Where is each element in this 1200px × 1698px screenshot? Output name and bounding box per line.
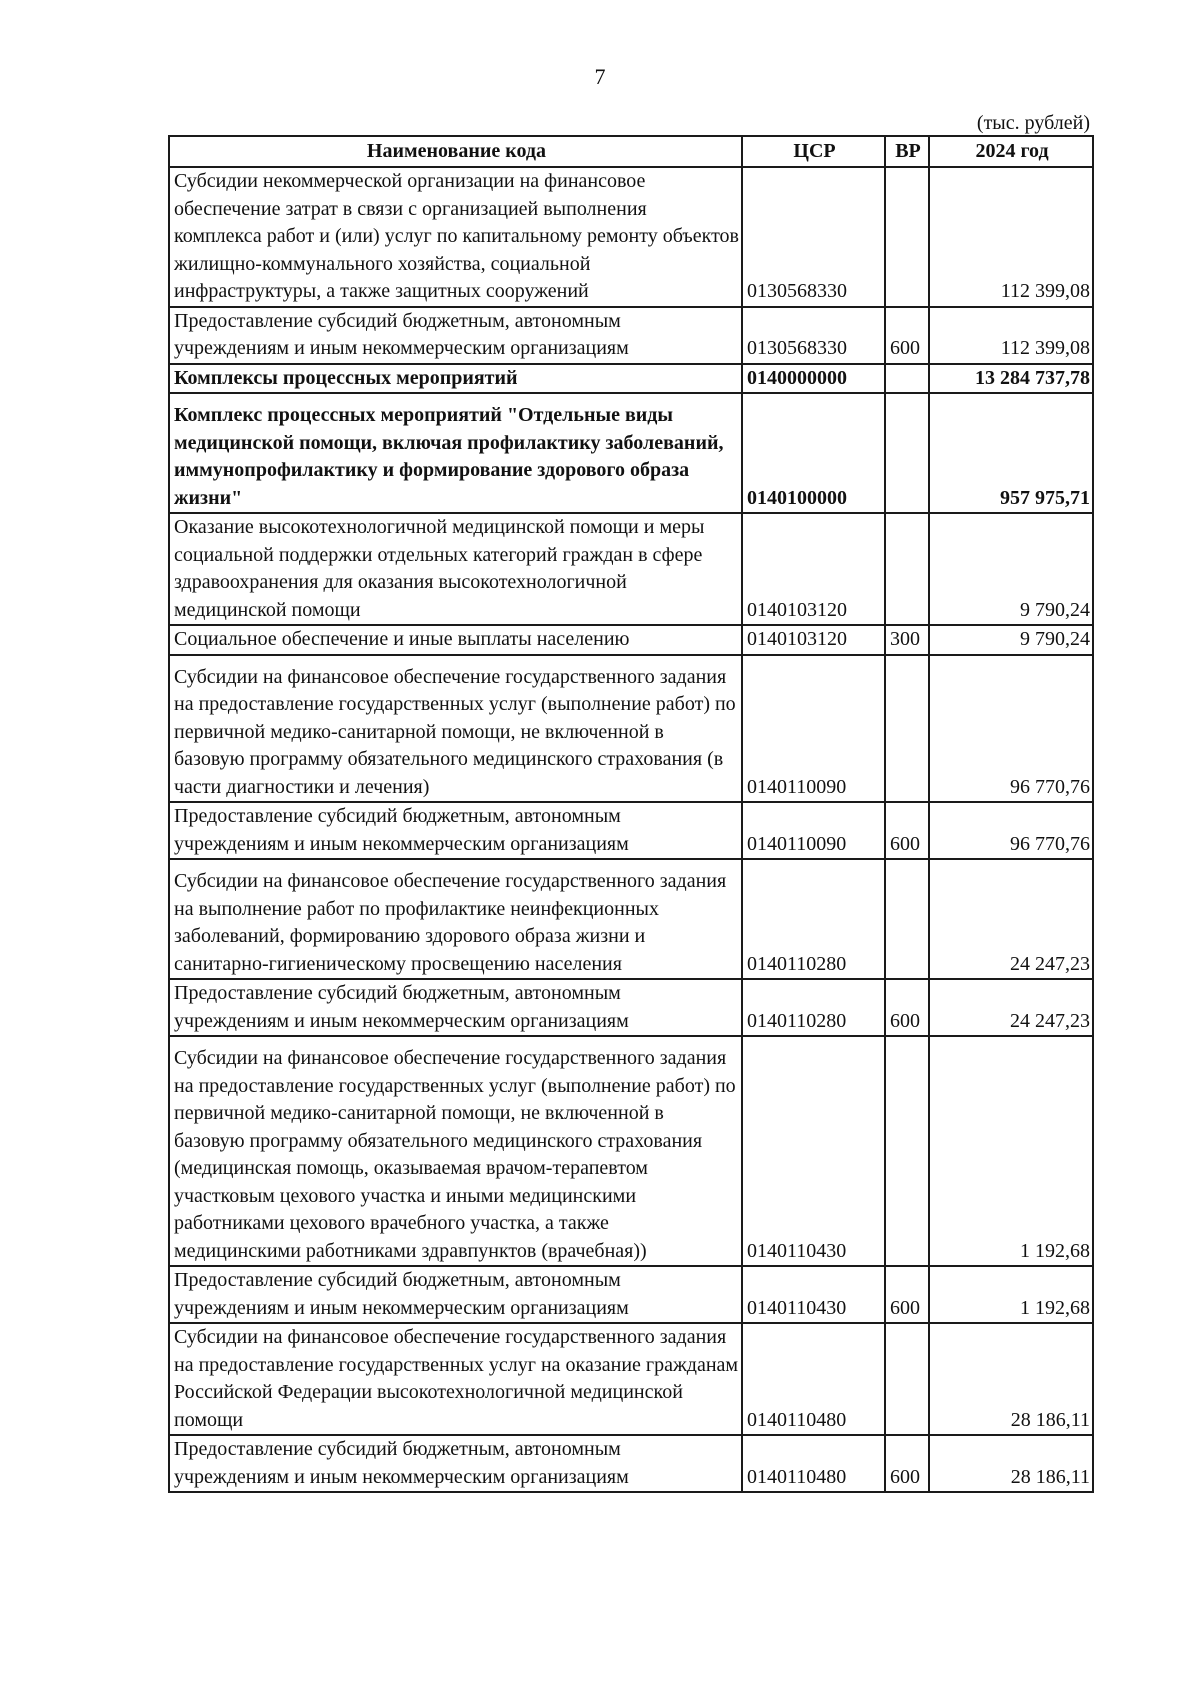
- row-vr: 600: [885, 307, 929, 364]
- row-name: Предоставление субсидий бюджетным, автономным учреждениям и иным некоммерческим организациям: [169, 307, 742, 364]
- row-csr: 0140103120: [742, 625, 885, 655]
- row-name: Субсидии на финансовое обеспечение государственного задания на предоставление государственных услуг (выполнение работ) по первичной медико-санитарной помощи, не включенной в базовую программу обязательного медицинского страхования (медицинская помощь, оказываемая врачом-терапевтом участковым цехового участка и иными медицинскими работниками цехового врачебного участка, а также медицинскими работниками здравпунктов (врачебная)): [169, 1036, 742, 1266]
- row-csr: 0140103120: [742, 513, 885, 625]
- row-sum: 112 399,08: [929, 307, 1093, 364]
- row-sum: 96 770,76: [929, 655, 1093, 803]
- row-vr: [885, 655, 929, 803]
- row-csr: 0140110430: [742, 1266, 885, 1323]
- table-row: [169, 1266, 1093, 1323]
- row-name: Комплексы процессных мероприятий: [169, 364, 742, 394]
- table-header-row: [169, 136, 1093, 167]
- table-row: [169, 979, 1093, 1036]
- table-row: [169, 393, 1093, 513]
- row-sum: 13 284 737,78: [929, 364, 1093, 394]
- row-vr: [885, 167, 929, 307]
- row-vr: 300: [885, 625, 929, 655]
- row-csr: 0140100000: [742, 393, 885, 513]
- row-csr: 0130568330: [742, 167, 885, 307]
- row-name: Предоставление субсидий бюджетным, автономным учреждениям и иным некоммерческим организациям: [169, 802, 742, 859]
- row-name: Субсидии некоммерческой организации на финансовое обеспечение затрат в связи с организацией выполнения комплекса работ и (или) услуг по капитальному ремонту объектов жилищно-коммунального хозяйства, социальной инфраструктуры, а также защитных сооружений: [169, 167, 742, 307]
- row-sum: 9 790,24: [929, 625, 1093, 655]
- budget-table: [168, 135, 1094, 1493]
- row-vr: [885, 364, 929, 394]
- table-row: [169, 513, 1093, 625]
- row-sum: 24 247,23: [929, 859, 1093, 979]
- row-name: Комплекс процессных мероприятий "Отдельные виды медицинской помощи, включая профилактику заболеваний, иммунопрофилактику и формирование здорового образа жизни": [169, 393, 742, 513]
- table-row: [169, 802, 1093, 859]
- table-row: [169, 1435, 1093, 1492]
- row-csr: 0140110430: [742, 1036, 885, 1266]
- row-sum: 28 186,11: [929, 1323, 1093, 1435]
- row-csr: 0140110280: [742, 979, 885, 1036]
- row-csr: 0140000000: [742, 364, 885, 394]
- row-vr: [885, 1323, 929, 1435]
- row-csr: 0130568330: [742, 307, 885, 364]
- header-vr: ВР: [885, 136, 929, 167]
- row-csr: 0140110090: [742, 802, 885, 859]
- row-name: Субсидии на финансовое обеспечение государственного задания на выполнение работ по профилактике неинфекционных заболеваний, формированию здорового образа жизни и санитарно-гигиеническому просвещению населения: [169, 859, 742, 979]
- row-name: Оказание высокотехнологичной медицинской помощи и меры социальной поддержки отдельных категорий граждан в сфере здравоохранения для оказания высокотехнологичной медицинской помощи: [169, 513, 742, 625]
- row-vr: [885, 393, 929, 513]
- row-sum: 24 247,23: [929, 979, 1093, 1036]
- row-sum: 28 186,11: [929, 1435, 1093, 1492]
- row-sum: 957 975,71: [929, 393, 1093, 513]
- table-row: [169, 307, 1093, 364]
- row-name: Предоставление субсидий бюджетным, автономным учреждениям и иным некоммерческим организациям: [169, 1266, 742, 1323]
- row-csr: 0140110480: [742, 1323, 885, 1435]
- row-sum: 112 399,08: [929, 167, 1093, 307]
- units-note: (тыс. рублей): [976, 112, 1090, 134]
- row-sum: 1 192,68: [929, 1266, 1093, 1323]
- table-row: [169, 655, 1093, 803]
- row-name: Субсидии на финансовое обеспечение государственного задания на предоставление государственных услуг на оказание гражданам Российской Федерации высокотехнологичной медицинской помощи: [169, 1323, 742, 1435]
- table-row: [169, 625, 1093, 655]
- table-row: [169, 859, 1093, 979]
- header-csr: ЦСР: [742, 136, 885, 167]
- table-row: [169, 167, 1093, 307]
- row-sum: 9 790,24: [929, 513, 1093, 625]
- row-csr: 0140110090: [742, 655, 885, 803]
- row-vr: [885, 859, 929, 979]
- row-vr: 600: [885, 979, 929, 1036]
- header-year: 2024 год: [929, 136, 1093, 167]
- page-number: 7: [594, 64, 606, 89]
- row-name: Предоставление субсидий бюджетным, автономным учреждениям и иным некоммерческим организациям: [169, 1435, 742, 1492]
- header-name: Наименование кода: [169, 136, 742, 167]
- row-vr: [885, 513, 929, 625]
- row-vr: 600: [885, 802, 929, 859]
- row-sum: 96 770,76: [929, 802, 1093, 859]
- row-vr: [885, 1036, 929, 1266]
- table-row: [169, 1036, 1093, 1266]
- row-vr: 600: [885, 1266, 929, 1323]
- row-csr: 0140110480: [742, 1435, 885, 1492]
- row-name: Социальное обеспечение и иные выплаты населению: [169, 625, 742, 655]
- row-name: Субсидии на финансовое обеспечение государственного задания на предоставление государственных услуг (выполнение работ) по первичной медико-санитарной помощи, не включенной в базовую программу обязательного медицинского страхования (в части диагностики и лечения): [169, 655, 742, 803]
- table-row: [169, 1323, 1093, 1435]
- row-csr: 0140110280: [742, 859, 885, 979]
- row-vr: 600: [885, 1435, 929, 1492]
- row-name: Предоставление субсидий бюджетным, автономным учреждениям и иным некоммерческим организациям: [169, 979, 742, 1036]
- row-sum: 1 192,68: [929, 1036, 1093, 1266]
- table-row: [169, 364, 1093, 394]
